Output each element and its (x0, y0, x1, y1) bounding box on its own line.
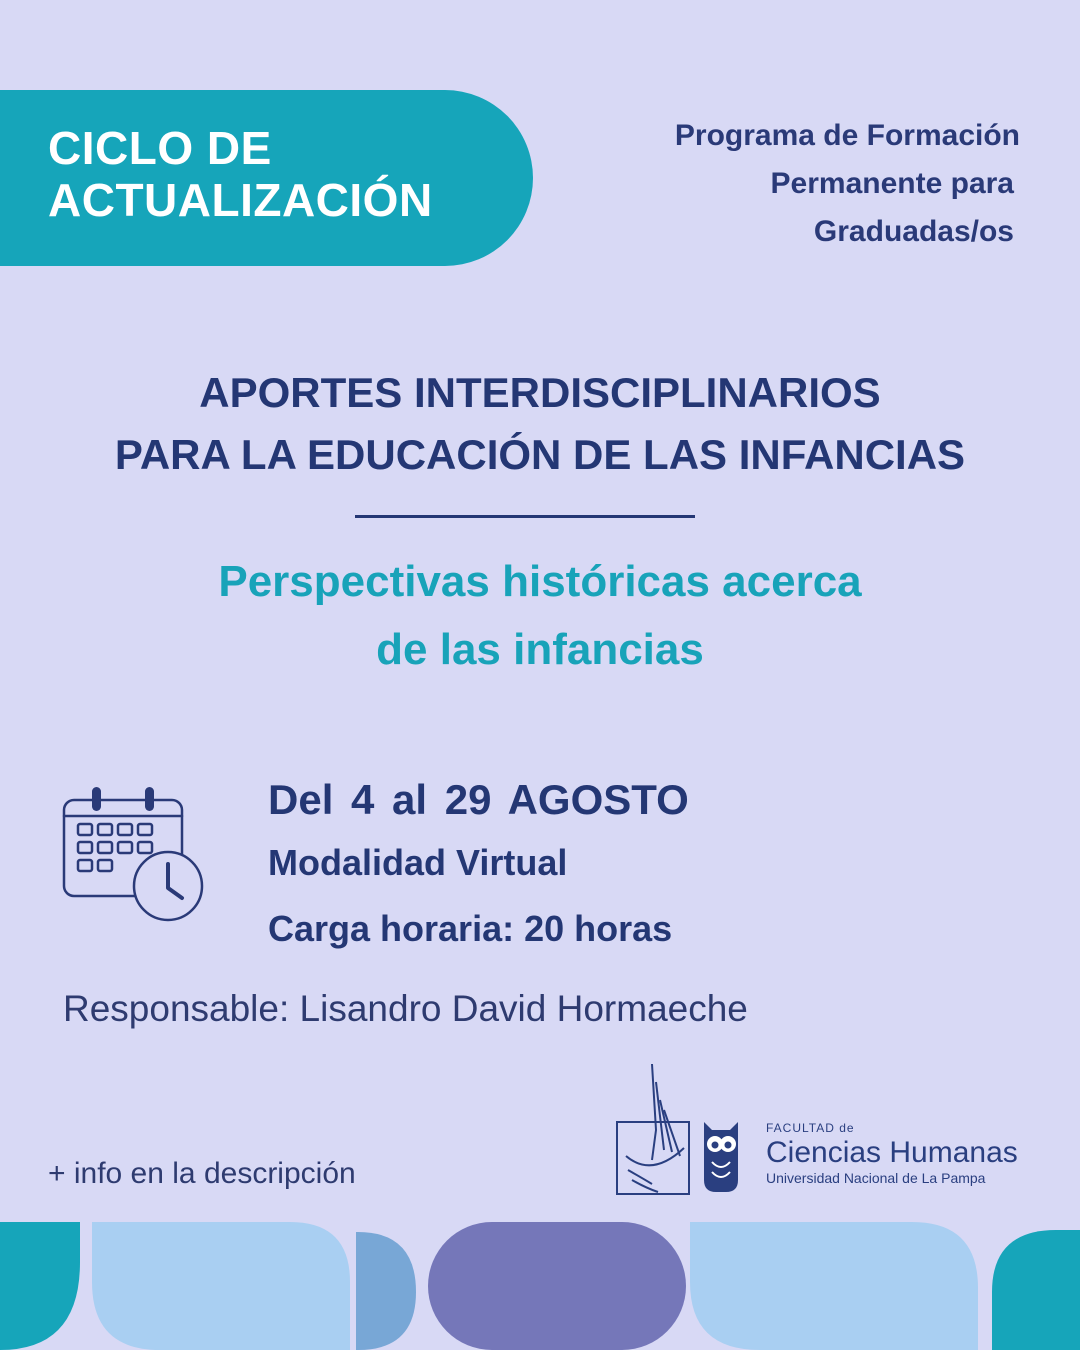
programa-line-2: Permanente para (770, 167, 1014, 200)
course-title (0, 362, 1080, 486)
more-info-note: + info en la descripción (48, 1157, 356, 1190)
course-responsable: Responsable: Lisandro David Hormaeche (63, 988, 748, 1029)
programa-line-1: Programa de Formación (674, 119, 1020, 152)
course-dates: Del 4 al 29 AGOSTO (268, 776, 689, 823)
course-details (268, 770, 689, 962)
course-subtitle-line-2: de las infancias (376, 625, 704, 674)
title-divider (355, 515, 695, 518)
course-title-line-2: PARA LA EDUCACIÓN DE LAS INFANCIAS (114, 431, 966, 478)
ciclo-line-2: ACTUALIZACIÓN (48, 174, 433, 226)
calendar-clock-icon (58, 784, 208, 924)
faculty-logo-text (766, 1120, 1018, 1186)
course-subtitle (0, 548, 1080, 684)
programa-heading (560, 112, 1020, 256)
logo-university: Universidad Nacional de La Pampa (766, 1170, 986, 1186)
ciclo-title (48, 122, 433, 226)
logo-facultad: FACULTAD de (766, 1121, 855, 1135)
decorative-shapes (0, 1222, 1080, 1350)
programa-line-3: Graduadas/os (813, 215, 1014, 248)
course-title-line-1: APORTES INTERDISCIPLINARIOS (199, 369, 881, 416)
course-subtitle-line-1: Perspectivas históricas acerca (218, 557, 862, 606)
logo-name: Ciencias Humanas (766, 1136, 1018, 1169)
ciclo-line-1: CICLO DE (48, 122, 272, 174)
course-hours: Carga horaria: 20 horas (268, 908, 673, 949)
owl-icon (704, 1122, 738, 1192)
course-modality: Modalidad Virtual (268, 842, 568, 883)
